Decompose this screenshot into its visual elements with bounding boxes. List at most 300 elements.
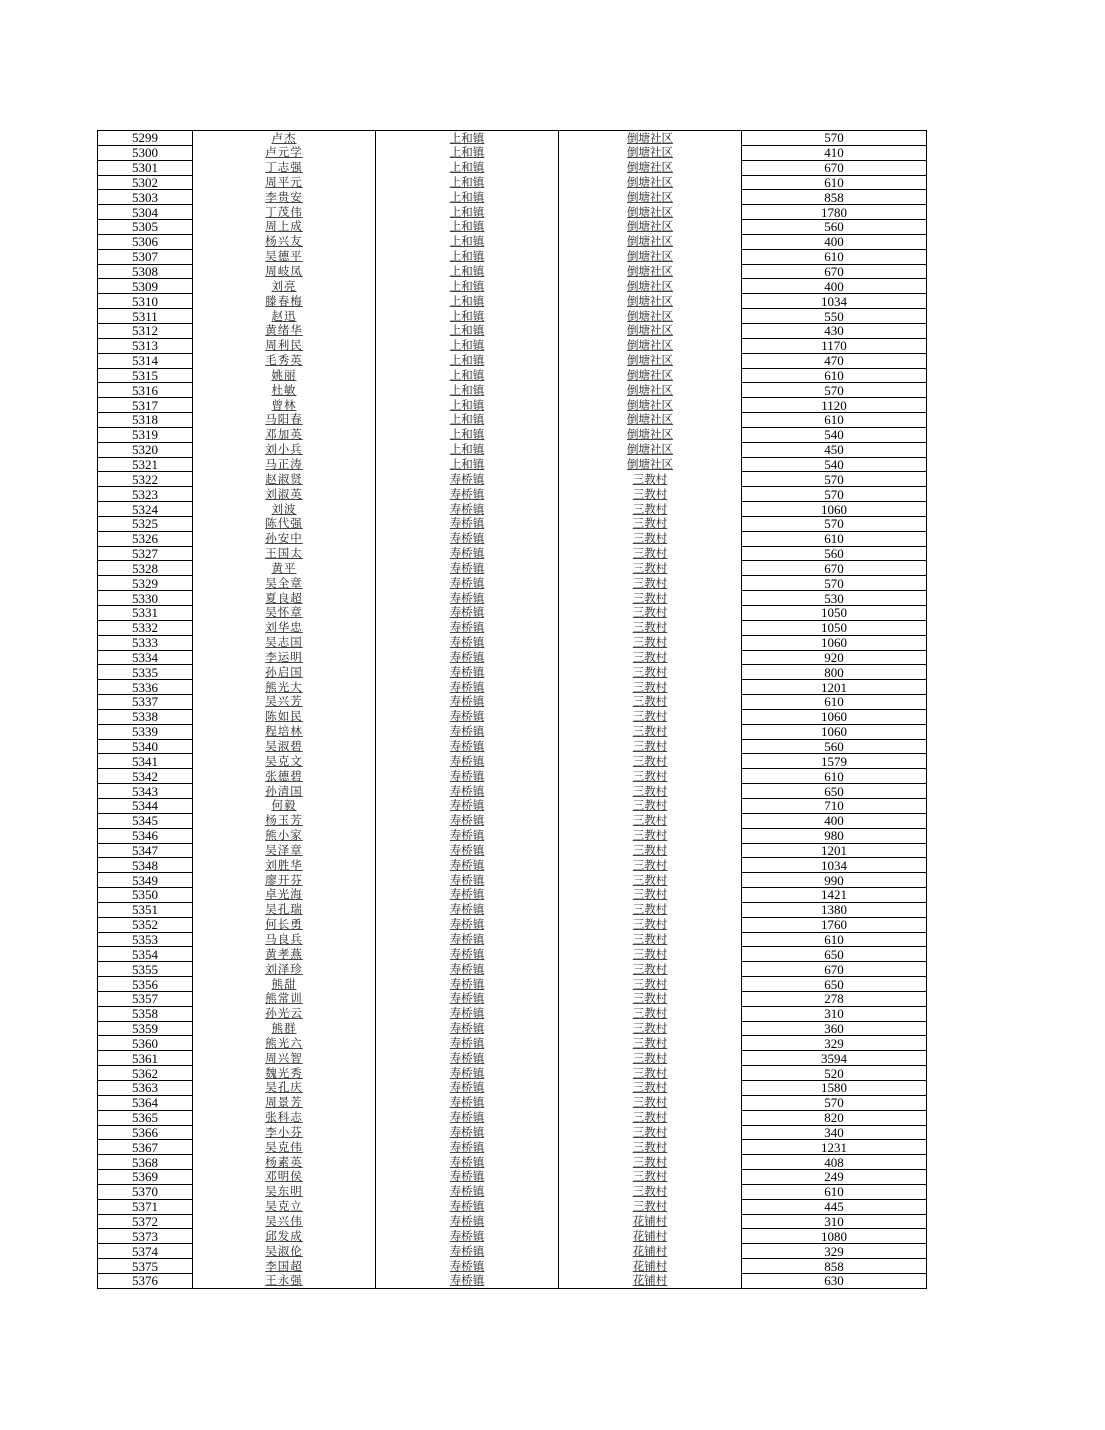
table-row bbox=[98, 338, 927, 353]
table-row bbox=[98, 1214, 927, 1229]
cell-name: 黄绪华 bbox=[193, 323, 376, 338]
cell-id: 5354 bbox=[98, 947, 193, 962]
cell-village: 三教村 bbox=[559, 487, 742, 502]
cell-name: 杨素英 bbox=[193, 1155, 376, 1170]
cell-village: 倒塘社区 bbox=[559, 264, 742, 279]
cell-town: 寿桥镇 bbox=[376, 873, 559, 888]
table-row bbox=[98, 383, 927, 398]
cell-amount: 710 bbox=[742, 798, 927, 813]
cell-name: 熊光六 bbox=[193, 1036, 376, 1051]
cell-name: 孙安中 bbox=[193, 531, 376, 546]
cell-town: 寿桥镇 bbox=[376, 1244, 559, 1259]
cell-village: 三教村 bbox=[559, 798, 742, 813]
cell-name: 熊小家 bbox=[193, 828, 376, 843]
cell-amount: 610 bbox=[742, 175, 927, 190]
cell-town: 寿桥镇 bbox=[376, 947, 559, 962]
table-row bbox=[98, 160, 927, 175]
cell-town: 寿桥镇 bbox=[376, 798, 559, 813]
table-row bbox=[98, 798, 927, 813]
cell-name: 姚丽 bbox=[193, 368, 376, 383]
table-row bbox=[98, 1110, 927, 1125]
table-row bbox=[98, 635, 927, 650]
cell-amount: 820 bbox=[742, 1110, 927, 1125]
cell-town: 寿桥镇 bbox=[376, 1081, 559, 1096]
cell-id: 5319 bbox=[98, 427, 193, 442]
cell-town: 寿桥镇 bbox=[376, 606, 559, 621]
cell-id: 5325 bbox=[98, 516, 193, 531]
cell-amount: 410 bbox=[742, 145, 927, 160]
cell-id: 5348 bbox=[98, 858, 193, 873]
table-row bbox=[98, 1066, 927, 1081]
cell-village: 三教村 bbox=[559, 1199, 742, 1214]
table-row bbox=[98, 917, 927, 932]
cell-village: 三教村 bbox=[559, 561, 742, 576]
cell-town: 上和镇 bbox=[376, 190, 559, 205]
cell-village: 倒塘社区 bbox=[559, 442, 742, 457]
cell-village: 三教村 bbox=[559, 1095, 742, 1110]
table-row bbox=[98, 1244, 927, 1259]
cell-name: 毛秀英 bbox=[193, 353, 376, 368]
cell-town: 寿桥镇 bbox=[376, 546, 559, 561]
cell-name: 王永强 bbox=[193, 1273, 376, 1288]
cell-village: 三教村 bbox=[559, 472, 742, 487]
table-row bbox=[98, 1140, 927, 1155]
cell-village: 三教村 bbox=[559, 516, 742, 531]
cell-id: 5362 bbox=[98, 1066, 193, 1081]
cell-village: 三教村 bbox=[559, 962, 742, 977]
cell-name: 刘华忠 bbox=[193, 620, 376, 635]
cell-town: 上和镇 bbox=[376, 457, 559, 472]
cell-town: 寿桥镇 bbox=[376, 917, 559, 932]
cell-id: 5350 bbox=[98, 888, 193, 903]
cell-town: 上和镇 bbox=[376, 175, 559, 190]
table-row bbox=[98, 709, 927, 724]
cell-town: 上和镇 bbox=[376, 309, 559, 324]
cell-amount: 570 bbox=[742, 131, 927, 146]
cell-village: 倒塘社区 bbox=[559, 383, 742, 398]
cell-town: 寿桥镇 bbox=[376, 1051, 559, 1066]
cell-village: 三教村 bbox=[559, 1184, 742, 1199]
cell-town: 上和镇 bbox=[376, 145, 559, 160]
cell-name: 吴孔庆 bbox=[193, 1081, 376, 1096]
table-row bbox=[98, 190, 927, 205]
cell-amount: 650 bbox=[742, 784, 927, 799]
cell-amount: 1050 bbox=[742, 620, 927, 635]
cell-id: 5327 bbox=[98, 546, 193, 561]
cell-name: 邱发成 bbox=[193, 1229, 376, 1244]
cell-name: 黄平 bbox=[193, 561, 376, 576]
cell-amount: 920 bbox=[742, 650, 927, 665]
cell-town: 上和镇 bbox=[376, 249, 559, 264]
cell-village: 三教村 bbox=[559, 650, 742, 665]
cell-town: 上和镇 bbox=[376, 398, 559, 413]
cell-town: 上和镇 bbox=[376, 294, 559, 309]
cell-town: 寿桥镇 bbox=[376, 977, 559, 992]
table-row bbox=[98, 220, 927, 235]
cell-amount: 408 bbox=[742, 1155, 927, 1170]
table-row bbox=[98, 576, 927, 591]
table-row bbox=[98, 932, 927, 947]
cell-name: 吴泽章 bbox=[193, 843, 376, 858]
cell-name: 李国超 bbox=[193, 1259, 376, 1274]
cell-amount: 670 bbox=[742, 160, 927, 175]
cell-amount: 560 bbox=[742, 739, 927, 754]
table-row bbox=[98, 131, 927, 146]
cell-id: 5342 bbox=[98, 769, 193, 784]
cell-id: 5321 bbox=[98, 457, 193, 472]
table-row bbox=[98, 977, 927, 992]
cell-town: 寿桥镇 bbox=[376, 680, 559, 695]
cell-village: 三教村 bbox=[559, 1140, 742, 1155]
table-row bbox=[98, 561, 927, 576]
cell-town: 上和镇 bbox=[376, 413, 559, 428]
cell-village: 倒塘社区 bbox=[559, 323, 742, 338]
cell-id: 5328 bbox=[98, 561, 193, 576]
cell-village: 三教村 bbox=[559, 843, 742, 858]
cell-name: 张科志 bbox=[193, 1110, 376, 1125]
table-row bbox=[98, 427, 927, 442]
cell-name: 赵淑贤 bbox=[193, 472, 376, 487]
cell-id: 5311 bbox=[98, 309, 193, 324]
cell-id: 5370 bbox=[98, 1184, 193, 1199]
table-row bbox=[98, 264, 927, 279]
cell-name: 周景芳 bbox=[193, 1095, 376, 1110]
cell-id: 5318 bbox=[98, 413, 193, 428]
cell-village: 三教村 bbox=[559, 784, 742, 799]
cell-name: 曾林 bbox=[193, 398, 376, 413]
cell-amount: 329 bbox=[742, 1036, 927, 1051]
cell-town: 寿桥镇 bbox=[376, 1095, 559, 1110]
cell-name: 杨玉芳 bbox=[193, 813, 376, 828]
cell-name: 刘淑英 bbox=[193, 487, 376, 502]
cell-village: 三教村 bbox=[559, 576, 742, 591]
cell-amount: 1034 bbox=[742, 858, 927, 873]
cell-name: 马良兵 bbox=[193, 932, 376, 947]
cell-amount: 1421 bbox=[742, 888, 927, 903]
cell-town: 寿桥镇 bbox=[376, 1125, 559, 1140]
table-row bbox=[98, 442, 927, 457]
table-row bbox=[98, 472, 927, 487]
cell-name: 廖开芬 bbox=[193, 873, 376, 888]
cell-name: 马阳春 bbox=[193, 413, 376, 428]
table-row bbox=[98, 784, 927, 799]
cell-village: 倒塘社区 bbox=[559, 234, 742, 249]
cell-village: 花铺村 bbox=[559, 1259, 742, 1274]
cell-name: 孙启国 bbox=[193, 665, 376, 680]
cell-id: 5357 bbox=[98, 991, 193, 1006]
table-row bbox=[98, 546, 927, 561]
table-row bbox=[98, 843, 927, 858]
cell-name: 吴克立 bbox=[193, 1199, 376, 1214]
cell-name: 刘胜华 bbox=[193, 858, 376, 873]
cell-amount: 570 bbox=[742, 516, 927, 531]
cell-town: 寿桥镇 bbox=[376, 769, 559, 784]
cell-village: 花铺村 bbox=[559, 1273, 742, 1288]
table-row bbox=[98, 1259, 927, 1274]
cell-id: 5332 bbox=[98, 620, 193, 635]
cell-name: 刘小兵 bbox=[193, 442, 376, 457]
cell-town: 寿桥镇 bbox=[376, 531, 559, 546]
cell-id: 5302 bbox=[98, 175, 193, 190]
cell-amount: 570 bbox=[742, 487, 927, 502]
table-row bbox=[98, 606, 927, 621]
cell-amount: 1060 bbox=[742, 502, 927, 517]
table-row bbox=[98, 695, 927, 710]
cell-town: 寿桥镇 bbox=[376, 1259, 559, 1274]
cell-town: 寿桥镇 bbox=[376, 1199, 559, 1214]
cell-town: 寿桥镇 bbox=[376, 635, 559, 650]
cell-name: 孙光云 bbox=[193, 1006, 376, 1021]
cell-town: 寿桥镇 bbox=[376, 620, 559, 635]
table-row bbox=[98, 1095, 927, 1110]
cell-name: 何毅 bbox=[193, 798, 376, 813]
cell-id: 5337 bbox=[98, 695, 193, 710]
table-row bbox=[98, 249, 927, 264]
cell-id: 5314 bbox=[98, 353, 193, 368]
cell-name: 熊群 bbox=[193, 1021, 376, 1036]
cell-amount: 310 bbox=[742, 1214, 927, 1229]
cell-id: 5369 bbox=[98, 1170, 193, 1185]
cell-name: 吴全章 bbox=[193, 576, 376, 591]
cell-amount: 1580 bbox=[742, 1081, 927, 1096]
cell-village: 三教村 bbox=[559, 546, 742, 561]
cell-amount: 430 bbox=[742, 323, 927, 338]
table-row bbox=[98, 294, 927, 309]
cell-name: 陈如民 bbox=[193, 709, 376, 724]
cell-town: 寿桥镇 bbox=[376, 962, 559, 977]
cell-name: 吴兴芳 bbox=[193, 695, 376, 710]
cell-village: 三教村 bbox=[559, 502, 742, 517]
table-row bbox=[98, 398, 927, 413]
cell-amount: 800 bbox=[742, 665, 927, 680]
record-table bbox=[97, 130, 927, 1289]
cell-amount: 1201 bbox=[742, 680, 927, 695]
cell-village: 倒塘社区 bbox=[559, 279, 742, 294]
cell-name: 邓加英 bbox=[193, 427, 376, 442]
cell-village: 三教村 bbox=[559, 1170, 742, 1185]
cell-amount: 1780 bbox=[742, 205, 927, 220]
cell-town: 寿桥镇 bbox=[376, 991, 559, 1006]
table-row bbox=[98, 368, 927, 383]
cell-town: 寿桥镇 bbox=[376, 487, 559, 502]
cell-amount: 3594 bbox=[742, 1051, 927, 1066]
cell-id: 5335 bbox=[98, 665, 193, 680]
table-row bbox=[98, 650, 927, 665]
cell-town: 上和镇 bbox=[376, 160, 559, 175]
cell-name: 卓光海 bbox=[193, 888, 376, 903]
cell-village: 三教村 bbox=[559, 902, 742, 917]
cell-amount: 570 bbox=[742, 472, 927, 487]
cell-village: 倒塘社区 bbox=[559, 145, 742, 160]
cell-id: 5347 bbox=[98, 843, 193, 858]
cell-amount: 570 bbox=[742, 383, 927, 398]
cell-name: 吴孔瑞 bbox=[193, 902, 376, 917]
cell-id: 5301 bbox=[98, 160, 193, 175]
cell-village: 倒塘社区 bbox=[559, 368, 742, 383]
cell-id: 5339 bbox=[98, 724, 193, 739]
cell-id: 5303 bbox=[98, 190, 193, 205]
cell-name: 王国太 bbox=[193, 546, 376, 561]
cell-town: 上和镇 bbox=[376, 353, 559, 368]
cell-amount: 1050 bbox=[742, 606, 927, 621]
cell-amount: 560 bbox=[742, 220, 927, 235]
cell-id: 5345 bbox=[98, 813, 193, 828]
cell-town: 寿桥镇 bbox=[376, 784, 559, 799]
cell-village: 倒塘社区 bbox=[559, 131, 742, 146]
cell-town: 寿桥镇 bbox=[376, 1184, 559, 1199]
cell-amount: 1080 bbox=[742, 1229, 927, 1244]
cell-town: 上和镇 bbox=[376, 368, 559, 383]
cell-amount: 360 bbox=[742, 1021, 927, 1036]
cell-id: 5320 bbox=[98, 442, 193, 457]
cell-town: 上和镇 bbox=[376, 383, 559, 398]
cell-town: 寿桥镇 bbox=[376, 902, 559, 917]
cell-amount: 650 bbox=[742, 977, 927, 992]
cell-name: 陈代强 bbox=[193, 516, 376, 531]
cell-village: 三教村 bbox=[559, 724, 742, 739]
cell-town: 寿桥镇 bbox=[376, 516, 559, 531]
cell-id: 5346 bbox=[98, 828, 193, 843]
cell-name: 李运明 bbox=[193, 650, 376, 665]
cell-amount: 1060 bbox=[742, 724, 927, 739]
cell-village: 花铺村 bbox=[559, 1244, 742, 1259]
cell-id: 5306 bbox=[98, 234, 193, 249]
cell-name: 杜敏 bbox=[193, 383, 376, 398]
cell-amount: 670 bbox=[742, 962, 927, 977]
cell-amount: 610 bbox=[742, 1184, 927, 1199]
cell-town: 寿桥镇 bbox=[376, 858, 559, 873]
cell-amount: 610 bbox=[742, 769, 927, 784]
cell-amount: 610 bbox=[742, 368, 927, 383]
table-row bbox=[98, 724, 927, 739]
cell-amount: 400 bbox=[742, 234, 927, 249]
cell-amount: 1380 bbox=[742, 902, 927, 917]
cell-town: 寿桥镇 bbox=[376, 472, 559, 487]
cell-id: 5344 bbox=[98, 798, 193, 813]
cell-village: 三教村 bbox=[559, 917, 742, 932]
cell-id: 5331 bbox=[98, 606, 193, 621]
cell-amount: 400 bbox=[742, 279, 927, 294]
cell-id: 5343 bbox=[98, 784, 193, 799]
cell-village: 三教村 bbox=[559, 769, 742, 784]
cell-amount: 445 bbox=[742, 1199, 927, 1214]
cell-town: 寿桥镇 bbox=[376, 1155, 559, 1170]
cell-town: 上和镇 bbox=[376, 264, 559, 279]
table-row bbox=[98, 754, 927, 769]
cell-id: 5304 bbox=[98, 205, 193, 220]
cell-id: 5351 bbox=[98, 902, 193, 917]
cell-name: 张德碧 bbox=[193, 769, 376, 784]
cell-village: 三教村 bbox=[559, 635, 742, 650]
cell-amount: 1170 bbox=[742, 338, 927, 353]
table-row bbox=[98, 858, 927, 873]
cell-amount: 630 bbox=[742, 1273, 927, 1288]
cell-village: 倒塘社区 bbox=[559, 175, 742, 190]
table-row bbox=[98, 739, 927, 754]
cell-id: 5365 bbox=[98, 1110, 193, 1125]
cell-town: 上和镇 bbox=[376, 442, 559, 457]
cell-amount: 550 bbox=[742, 309, 927, 324]
cell-name: 李小芬 bbox=[193, 1125, 376, 1140]
cell-id: 5353 bbox=[98, 932, 193, 947]
table-row bbox=[98, 680, 927, 695]
cell-name: 周岐凤 bbox=[193, 264, 376, 279]
cell-village: 花铺村 bbox=[559, 1214, 742, 1229]
cell-id: 5313 bbox=[98, 338, 193, 353]
cell-id: 5367 bbox=[98, 1140, 193, 1155]
cell-village: 三教村 bbox=[559, 620, 742, 635]
cell-town: 寿桥镇 bbox=[376, 813, 559, 828]
cell-town: 寿桥镇 bbox=[376, 739, 559, 754]
cell-name: 孙清国 bbox=[193, 784, 376, 799]
cell-id: 5352 bbox=[98, 917, 193, 932]
cell-name: 赵迅 bbox=[193, 309, 376, 324]
cell-id: 5326 bbox=[98, 531, 193, 546]
cell-village: 三教村 bbox=[559, 591, 742, 606]
cell-id: 5375 bbox=[98, 1259, 193, 1274]
cell-town: 上和镇 bbox=[376, 279, 559, 294]
cell-village: 三教村 bbox=[559, 1110, 742, 1125]
cell-id: 5329 bbox=[98, 576, 193, 591]
cell-village: 三教村 bbox=[559, 828, 742, 843]
table-row bbox=[98, 353, 927, 368]
cell-village: 倒塘社区 bbox=[559, 309, 742, 324]
cell-amount: 400 bbox=[742, 813, 927, 828]
cell-name: 周平元 bbox=[193, 175, 376, 190]
cell-village: 三教村 bbox=[559, 606, 742, 621]
table-row bbox=[98, 620, 927, 635]
cell-id: 5323 bbox=[98, 487, 193, 502]
cell-amount: 1579 bbox=[742, 754, 927, 769]
table-row bbox=[98, 1125, 927, 1140]
cell-name: 吴志国 bbox=[193, 635, 376, 650]
cell-village: 倒塘社区 bbox=[559, 190, 742, 205]
cell-id: 5340 bbox=[98, 739, 193, 754]
cell-amount: 450 bbox=[742, 442, 927, 457]
table-row bbox=[98, 1081, 927, 1096]
cell-village: 三教村 bbox=[559, 1066, 742, 1081]
table-row bbox=[98, 828, 927, 843]
cell-name: 丁志强 bbox=[193, 160, 376, 175]
cell-id: 5322 bbox=[98, 472, 193, 487]
cell-town: 寿桥镇 bbox=[376, 665, 559, 680]
cell-town: 寿桥镇 bbox=[376, 695, 559, 710]
table-body bbox=[98, 131, 927, 1289]
cell-village: 三教村 bbox=[559, 977, 742, 992]
cell-amount: 1060 bbox=[742, 709, 927, 724]
cell-id: 5338 bbox=[98, 709, 193, 724]
cell-amount: 520 bbox=[742, 1066, 927, 1081]
cell-name: 熊甜 bbox=[193, 977, 376, 992]
cell-id: 5317 bbox=[98, 398, 193, 413]
cell-name: 周利民 bbox=[193, 338, 376, 353]
table-row bbox=[98, 947, 927, 962]
cell-village: 三教村 bbox=[559, 932, 742, 947]
cell-amount: 570 bbox=[742, 1095, 927, 1110]
cell-amount: 1060 bbox=[742, 635, 927, 650]
cell-town: 寿桥镇 bbox=[376, 709, 559, 724]
cell-amount: 470 bbox=[742, 353, 927, 368]
cell-amount: 1231 bbox=[742, 1140, 927, 1155]
cell-town: 寿桥镇 bbox=[376, 843, 559, 858]
cell-village: 三教村 bbox=[559, 531, 742, 546]
cell-id: 5299 bbox=[98, 131, 193, 146]
cell-village: 三教村 bbox=[559, 991, 742, 1006]
cell-amount: 670 bbox=[742, 264, 927, 279]
cell-name: 吴德平 bbox=[193, 249, 376, 264]
cell-name: 熊光大 bbox=[193, 680, 376, 695]
cell-town: 寿桥镇 bbox=[376, 1170, 559, 1185]
